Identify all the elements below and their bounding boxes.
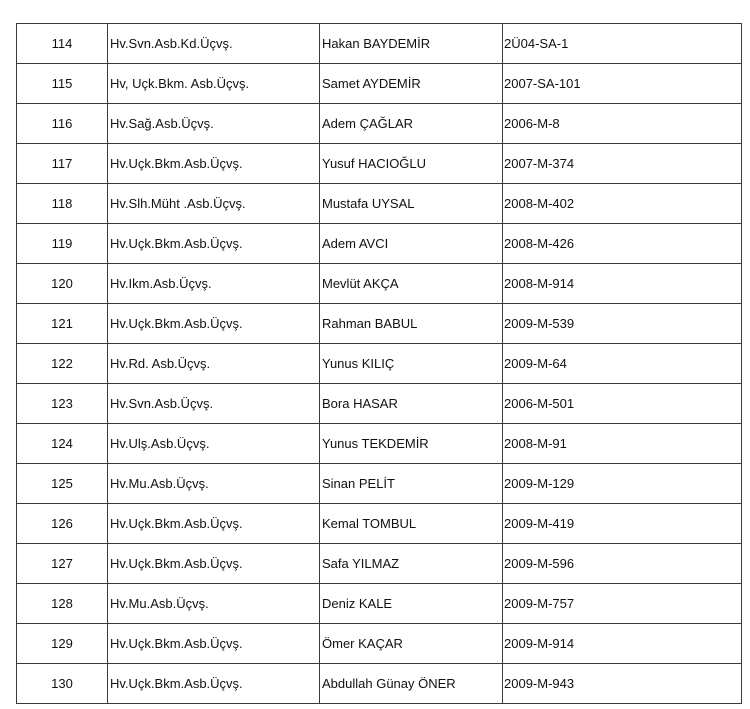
rank-cell: Hv.Mu.Asb.Üçvş. [108,464,320,504]
rank-cell: Hv.Mu.Asb.Üçvş. [108,584,320,624]
row-number-cell: 114 [17,24,108,64]
row-number-cell: 116 [17,104,108,144]
name-cell: Safa YILMAZ [320,544,503,584]
name-cell: Ömer KAÇAR [320,624,503,664]
rank-cell: Hv.Uçk.Bkm.Asb.Üçvş. [108,224,320,264]
table-row [17,384,742,424]
registry-cell: 2009-M-419 [503,504,742,544]
row-number-cell: 122 [17,344,108,384]
registry-cell: 2009-M-757 [503,584,742,624]
rank-cell: Hv.Rd. Asb.Üçvş. [108,344,320,384]
row-number-cell: 125 [17,464,108,504]
registry-cell: 2006-M-501 [503,384,742,424]
rank-cell: Hv.Uçk.Bkm.Asb.Üçvş. [108,504,320,544]
rank-cell: Hv.Uçk.Bkm.Asb.Üçvş. [108,544,320,584]
registry-cell: 2008-M-914 [503,264,742,304]
registry-cell: 2008-M-91 [503,424,742,464]
rank-cell: Hv.Uçk.Bkm.Asb.Üçvş. [108,304,320,344]
row-number-cell: 128 [17,584,108,624]
row-number-cell: 123 [17,384,108,424]
table-row [17,464,742,504]
rank-cell: Hv.Svn.Asb.Kd.Üçvş. [108,24,320,64]
name-cell: Yunus TEKDEMİR [320,424,503,464]
row-number-cell: 130 [17,664,108,704]
rank-cell: Hv.Uçk.Bkm.Asb.Üçvş. [108,664,320,704]
name-cell: Mevlüt AKÇA [320,264,503,304]
rank-cell: Hv, Uçk.Bkm. Asb.Üçvş. [108,64,320,104]
registry-cell: 2009-M-943 [503,664,742,704]
registry-cell: 2008-M-402 [503,184,742,224]
rank-cell: Hv.Uçk.Bkm.Asb.Üçvş. [108,144,320,184]
rank-cell: Hv.Svn.Asb.Üçvş. [108,384,320,424]
table-row [17,144,742,184]
row-number-cell: 129 [17,624,108,664]
registry-cell: 2006-M-8 [503,104,742,144]
row-number-cell: 124 [17,424,108,464]
rank-cell: Hv.Slh.Müht .Asb.Üçvş. [108,184,320,224]
registry-cell: 2009-M-914 [503,624,742,664]
registry-cell: 2007-SA-101 [503,64,742,104]
registry-cell: 2009-M-596 [503,544,742,584]
registry-cell: 2008-M-426 [503,224,742,264]
table-row [17,104,742,144]
name-cell: Yusuf HACIOĞLU [320,144,503,184]
name-cell: Deniz KALE [320,584,503,624]
table-row [17,664,742,704]
name-cell: Mustafa UYSAL [320,184,503,224]
registry-cell: 2009-M-64 [503,344,742,384]
name-cell: Bora HASAR [320,384,503,424]
registry-cell: 2007-M-374 [503,144,742,184]
row-number-cell: 115 [17,64,108,104]
row-number-cell: 126 [17,504,108,544]
table-row [17,304,742,344]
row-number-cell: 127 [17,544,108,584]
table-row [17,504,742,544]
rank-cell: Hv.Ulş.Asb.Üçvş. [108,424,320,464]
rank-cell: Hv.Ikm.Asb.Üçvş. [108,264,320,304]
row-number-cell: 120 [17,264,108,304]
table-row [17,584,742,624]
name-cell: Samet AYDEMİR [320,64,503,104]
name-cell: Rahman BABUL [320,304,503,344]
row-number-cell: 119 [17,224,108,264]
table-row [17,24,742,64]
name-cell: Yunus KILIÇ [320,344,503,384]
table-row [17,264,742,304]
table-body [17,24,742,704]
personnel-table [16,23,742,704]
table-row [17,64,742,104]
name-cell: Hakan BAYDEMİR [320,24,503,64]
row-number-cell: 118 [17,184,108,224]
table-row [17,424,742,464]
name-cell: Abdullah Günay ÖNER [320,664,503,704]
name-cell: Adem ÇAĞLAR [320,104,503,144]
registry-cell: 2Ü04-SA-1 [503,24,742,64]
name-cell: Adem AVCI [320,224,503,264]
table-row [17,224,742,264]
registry-cell: 2009-M-129 [503,464,742,504]
table-row [17,184,742,224]
table-row [17,344,742,384]
name-cell: Sinan PELİT [320,464,503,504]
row-number-cell: 117 [17,144,108,184]
table-row [17,544,742,584]
rank-cell: Hv.Sağ.Asb.Üçvş. [108,104,320,144]
registry-cell: 2009-M-539 [503,304,742,344]
row-number-cell: 121 [17,304,108,344]
name-cell: Kemal TOMBUL [320,504,503,544]
table-row [17,624,742,664]
rank-cell: Hv.Uçk.Bkm.Asb.Üçvş. [108,624,320,664]
